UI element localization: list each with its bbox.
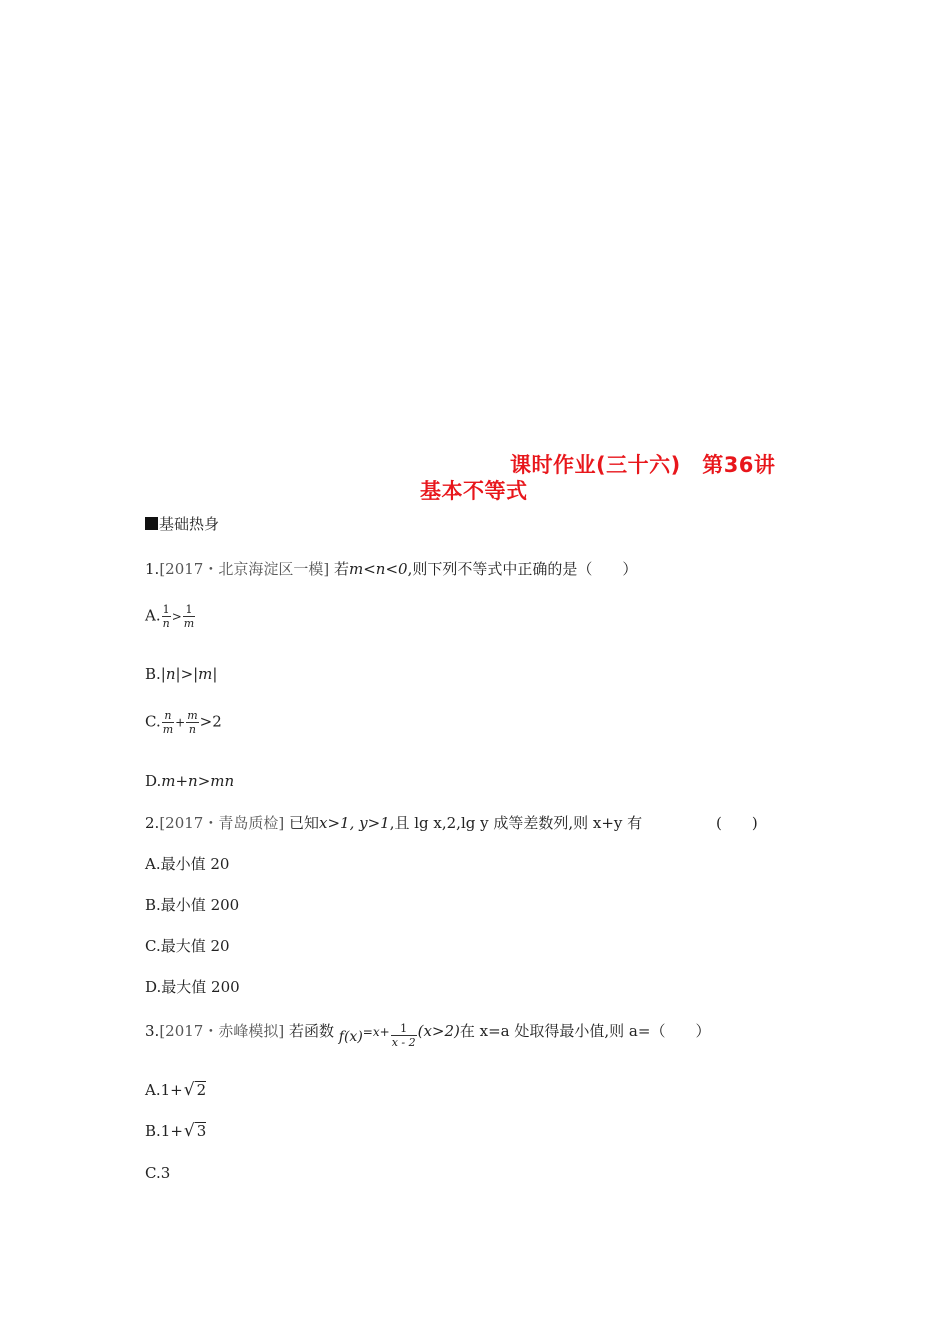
question-source: [2017・赤峰模拟] (159, 1022, 285, 1040)
option-letter: B. (145, 665, 161, 683)
fraction-denominator: x - 2 (391, 1036, 416, 1049)
option-letter: C. (145, 712, 161, 731)
option-letter: A. (145, 855, 161, 873)
option-text: 最小值 20 (160, 855, 230, 873)
question-number: 2. (145, 814, 160, 832)
option-prefix: 1+ (160, 1081, 183, 1099)
question-number: 3. (145, 1022, 160, 1040)
question-2-option-d[interactable] (145, 976, 240, 997)
fraction (391, 1022, 417, 1049)
option-letter: A. (145, 1081, 161, 1099)
question-2-option-a[interactable] (145, 853, 229, 874)
question-1-option-b[interactable] (145, 665, 217, 683)
option-text: 最小值 200 (160, 896, 240, 914)
radicand: 2 (196, 1081, 207, 1099)
fraction-denominator: m (162, 723, 174, 736)
question-2-option-b[interactable] (145, 894, 239, 915)
question-1-option-a[interactable] (145, 603, 196, 630)
question-3-option-b[interactable] (145, 1121, 206, 1141)
question-text: 若函数 (288, 1022, 334, 1040)
question-3-option-a[interactable] (145, 1080, 206, 1100)
fraction-denominator: n (188, 723, 196, 736)
option-text: 3 (160, 1164, 171, 1182)
question-text: 已知 (288, 814, 319, 832)
question-1-stem (145, 558, 637, 579)
fraction-numerator: 1 (162, 603, 170, 616)
question-1-option-c[interactable] (145, 709, 222, 736)
question-condition: m<n<0 (349, 560, 408, 578)
answer-parenthesis: ( ) (716, 814, 758, 832)
section-heading (145, 513, 219, 534)
black-square-icon (145, 517, 158, 530)
question-text: ,且 lg x,2,lg y 成等差数列,则 x+y 有 (389, 814, 643, 832)
relation: + (175, 715, 186, 730)
fraction-numerator: n (162, 709, 174, 723)
question-2-stem (145, 812, 642, 833)
question-3-option-c[interactable] (145, 1164, 170, 1182)
option-prefix: 1+ (160, 1122, 183, 1140)
question-text: 在 x=a 处取得最小值,则 a=（ ） (459, 1022, 711, 1040)
page-title: 课时作业(三十六) 第36讲 (510, 453, 776, 477)
option-letter: C. (145, 1164, 161, 1182)
question-number: 1. (145, 560, 160, 578)
question-3-stem (145, 1020, 710, 1049)
option-letter: B. (145, 896, 161, 914)
option-tail: >2 (199, 712, 222, 731)
radicand: 3 (196, 1122, 207, 1140)
relation: > (171, 609, 182, 624)
fraction-numerator: 1 (183, 603, 195, 617)
function-name: f(x) (338, 1029, 363, 1045)
question-source: [2017・北京海淀区一模] (159, 560, 330, 578)
option-letter: D. (145, 772, 162, 790)
function-expression: =x+ (362, 1025, 390, 1039)
option-text: m+n>mn (161, 772, 235, 790)
option-letter: A. (145, 606, 161, 625)
fraction-denominator: m (183, 617, 195, 630)
option-text: 最大值 20 (160, 937, 230, 955)
question-condition: x>1, y>1 (319, 814, 390, 832)
fraction-denominator: n (162, 617, 170, 630)
option-text: 最大值 200 (161, 978, 240, 996)
option-text: |n|>|m| (160, 665, 218, 683)
option-letter: B. (145, 1122, 161, 1140)
fraction (186, 709, 198, 736)
question-2-option-c[interactable] (145, 935, 230, 956)
option-letter: C. (145, 937, 161, 955)
fraction-numerator: m (187, 709, 198, 722)
question-condition: (x>2) (417, 1022, 460, 1040)
fraction (162, 603, 171, 630)
question-text: 若 (333, 560, 349, 578)
question-text: ,则下列不等式中正确的是（ ） (407, 560, 638, 578)
fraction-numerator: 1 (391, 1022, 417, 1036)
option-letter: D. (145, 978, 162, 996)
fraction (183, 603, 195, 630)
sqrt-icon: √ (183, 1121, 195, 1141)
question-1-option-d[interactable] (145, 772, 234, 790)
fraction (162, 709, 174, 736)
page-subtitle: 基本不等式 (420, 479, 528, 503)
sqrt-icon: √ (183, 1080, 195, 1100)
section-label: 基础热身 (159, 515, 220, 533)
question-source: [2017・青岛质检] (159, 814, 285, 832)
